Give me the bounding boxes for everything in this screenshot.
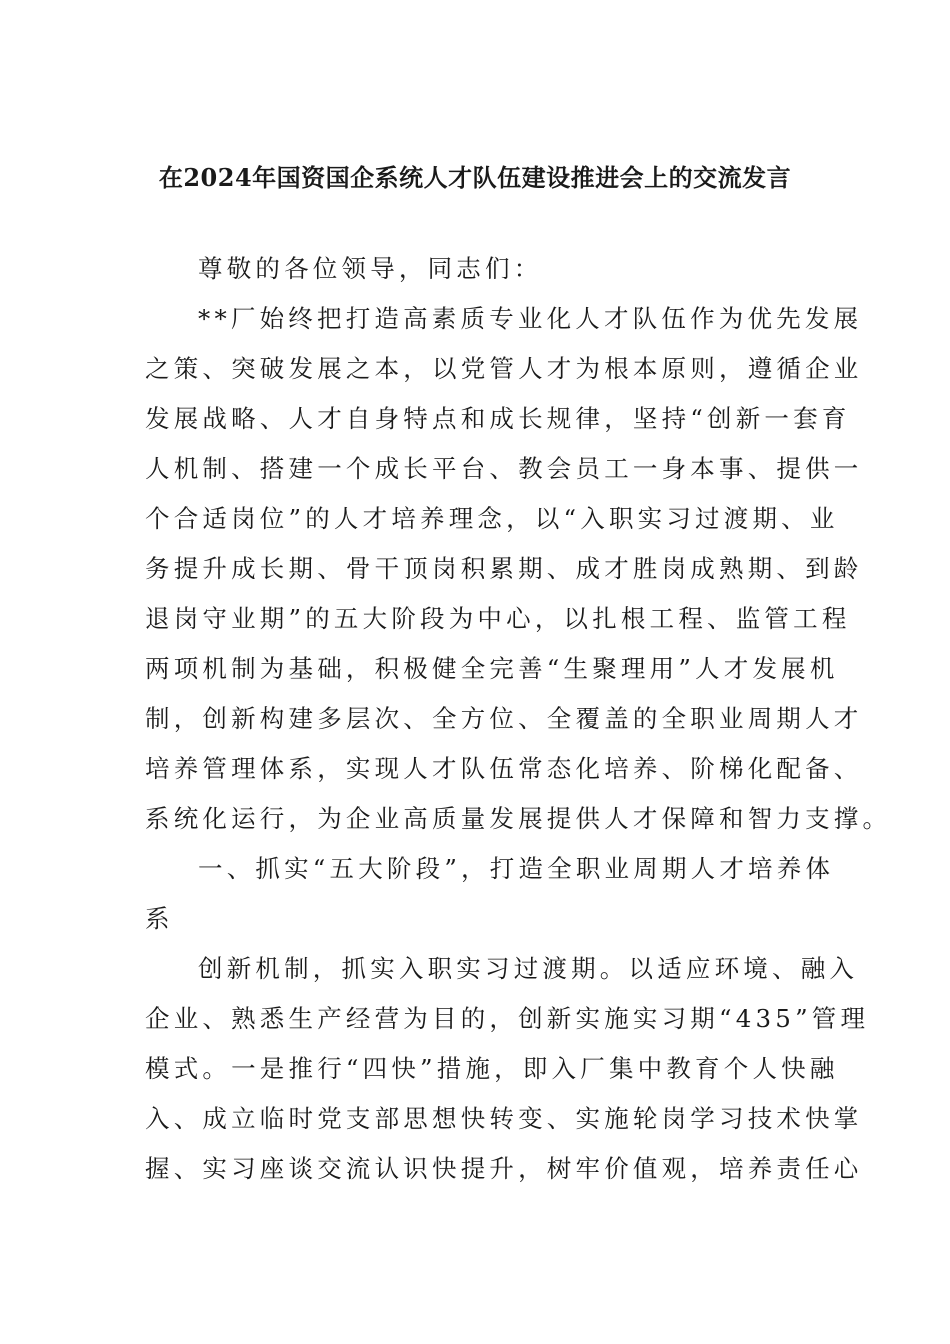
paragraph-2-line: 创新机制，抓实入职实习过渡期。以适应环境、融入 [198,954,859,983]
paragraph-2-line: 入、成立临时党支部思想快转变、实施轮岗学习技术快掌 [145,1104,863,1133]
paragraph-1-line: 人机制、搭建一个成长平台、教会员工一身本事、提供一 [145,454,863,483]
paragraph-1-line: 培养管理体系，实现人才队伍常态化培养、阶梯化配备、 [145,754,863,783]
paragraph-1-line: 发展战略、人才自身特点和成长规律，坚持“创新一套育 [145,404,851,433]
paragraph-2-line: 企业、熟悉生产经营为目的，创新实施实习期“435”管理 [145,1004,870,1033]
section-heading-line: 一、抓实“五大阶段”，打造全职业周期人才培养体 [198,854,835,883]
salutation: 尊敬的各位领导，同志们： [198,254,543,283]
paragraph-2-line: 模式。一是推行“四快”措施，即入厂集中教育个人快融 [145,1054,839,1083]
paragraph-2-line: 握、实习座谈交流认识快提升，树牢价值观，培养责任心 [145,1154,863,1183]
paragraph-1-line: 系统化运行，为企业高质量发展提供人才保障和智力支撑。 [145,804,892,833]
paragraph-1-line: 之策、突破发展之本，以党管人才为根本原则，遵循企业 [145,354,863,383]
paragraph-1-line: 两项机制为基础，积极健全完善“生聚理用”人才发展机 [145,654,839,683]
section-heading-line: 系 [145,904,174,933]
paragraph-1-line: 退岗守业期”的五大阶段为中心，以扎根工程、监管工程 [145,604,851,633]
paragraph-1-line: 务提升成长期、骨干顶岗积累期、成才胜岗成熟期、到龄 [145,554,863,583]
document-body [145,244,892,1194]
document-title: 在2024年国资国企系统人才队伍建设推进会上的交流发言 [158,163,792,192]
paragraph-1-line: 制，创新构建多层次、全方位、全覆盖的全职业周期人才 [145,704,863,733]
paragraph-1-line: **厂始终把打造高素质专业化人才队伍作为优先发展 [198,304,863,333]
paragraph-1-line: 个合适岗位”的人才培养理念，以“入职实习过渡期、业 [145,504,839,533]
